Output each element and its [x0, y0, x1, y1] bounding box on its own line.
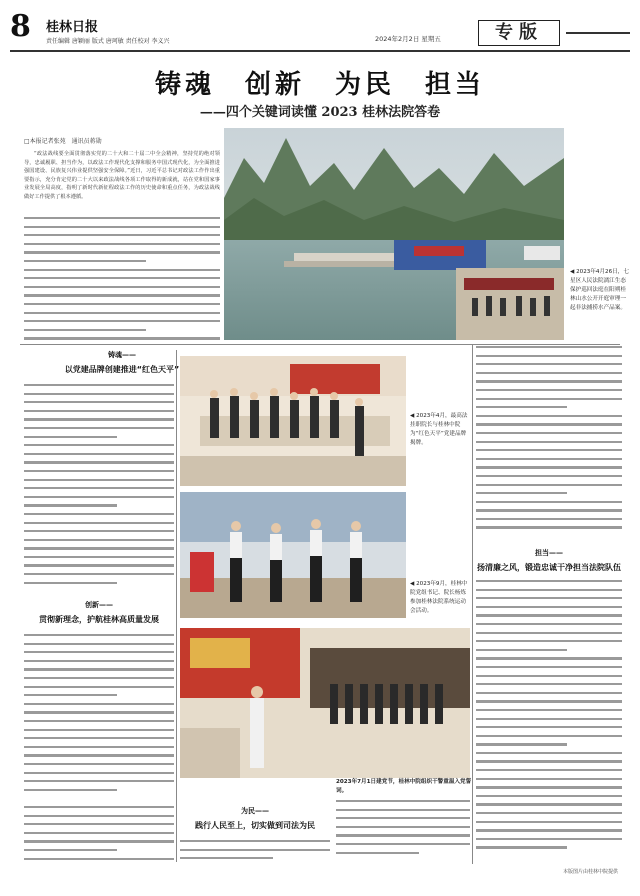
caption-photo1: ◀ 2023年4月26日，七星区人民法院漓江生态保护巡回法庭在阳朔桂林山水公开开庭审理一起非法捕捞水产品案。 [570, 269, 629, 311]
section-heading-3 [180, 806, 330, 831]
article-subtitle: ——四个关键词读懂 2023 桂林法院答卷 [199, 105, 441, 120]
caption-photo2: ◀ 2023年4月，最高法挂职院长与桂林中院为“红色天平”党建品牌揭牌。 [410, 413, 468, 446]
section-3-keyword: 为民—— [241, 807, 269, 815]
unveiling-image [180, 356, 406, 486]
section-4-keyword: 担当—— [535, 549, 563, 557]
body-text-block [476, 346, 622, 542]
river-court-image [224, 128, 564, 340]
article-title: 铸魂 创新 为民 担当 [154, 70, 485, 100]
photo-river-court [224, 128, 564, 340]
section-1-title: 以党建品牌创建推进“红色天平” [64, 365, 180, 374]
section-3-title: 践行人民至上，切实做到司法为民 [195, 821, 315, 830]
column-rule [472, 344, 473, 864]
body-text-block [24, 217, 220, 343]
section-heading-4 [476, 548, 622, 573]
section-2-keyword: 创新—— [85, 601, 113, 609]
section-4-title: 扬清廉之风，锻造忠诚干净担当法院队伍 [477, 563, 621, 572]
caption-photo3: ◀ 2023年9月，桂林中院党组书记、院长杨炼参加桂林法院系统运动会活动。 [410, 581, 468, 614]
staff-credits: 责任编辑 唐颖丽 版式 唐珂敏 责任校对 李义兴 [46, 38, 170, 45]
section-label: 专版 [495, 22, 543, 43]
header-accent-rule [566, 32, 630, 34]
article-intro [24, 150, 220, 214]
body-text-block [336, 800, 470, 864]
sports-meet-image [180, 492, 406, 618]
section-rule [20, 344, 620, 345]
column-rule [176, 350, 177, 862]
oath-image [180, 628, 470, 778]
body-text-block [24, 806, 174, 864]
header-rule [10, 50, 630, 52]
body-text-block [476, 580, 622, 864]
article-byline: □本报记者张苑 通讯员蒋勋 [24, 138, 102, 145]
body-text-block [180, 840, 330, 864]
body-text-block [24, 634, 174, 802]
section-tag [478, 20, 560, 46]
issue-date: 2024年2月2日 星期五 [375, 35, 441, 43]
section-heading-2 [24, 600, 174, 625]
page-header [10, 6, 630, 56]
section-2-title: 贯彻新理念，护航桂林高质量发展 [39, 615, 159, 624]
photo-party-branding [180, 356, 406, 486]
photo-sports-meet [180, 492, 406, 618]
intro-paragraph: “政法战线要全面贯彻落实党的二十大和二十届二中全会精神，坚持党的绝对领导，忠诚履职、担当作为，以政法工作现代化支撑和服务中国式现代化，为全面推进强国建设、民族复兴伟业提供坚强安全保障。”近日，习近平总书记对政法工作作出重要指示，充分肯定党的二十大以来政法战线各项工作取得的新成就，站在党和国家事业发展全局高度，指明了新时代新征程政法工作的历史使命和重点任务，为政法战线做好工作提供了根本遵循。 [24, 151, 220, 200]
caption-photo4: 2023年7月1日建党节，桂林中院组织干警重温入党誓词。 [336, 779, 472, 794]
photo-oath [180, 628, 470, 778]
photo-credit: 本版图片由桂林中院提供 [562, 869, 618, 875]
page-number: 8 [10, 9, 31, 44]
section-1-keyword: 铸魂—— [108, 351, 136, 359]
body-text-block [24, 384, 174, 594]
newspaper-name: 桂林日报 [46, 20, 99, 35]
